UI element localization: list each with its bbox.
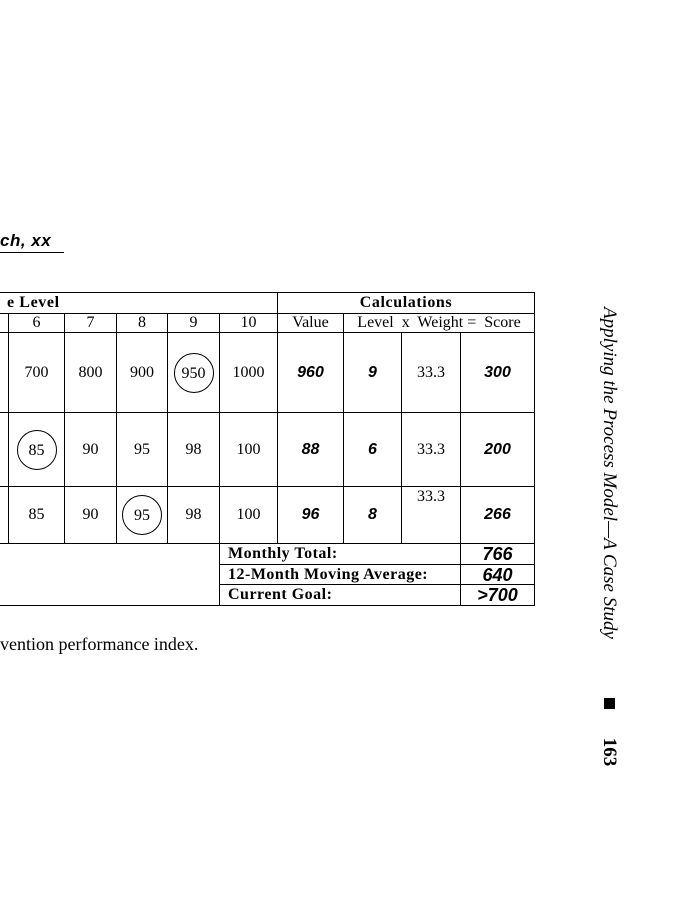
value-cell: 96 — [278, 487, 344, 544]
table-row — [0, 413, 535, 487]
table-row — [0, 487, 535, 544]
circled-level: 950 — [174, 353, 214, 393]
figure-caption: vention performance index. — [0, 634, 199, 654]
moving-average-value: 640 — [461, 565, 535, 585]
column-header-row — [0, 314, 535, 333]
level-cell: 800 — [65, 333, 117, 413]
circled-level: 95 — [122, 495, 162, 535]
weight-cell: 33.3 — [402, 487, 461, 544]
value-header: Value — [278, 314, 344, 333]
date-underline — [0, 252, 64, 253]
moving-average-label: 12-Month Moving Average: — [220, 565, 461, 585]
score-cell: 300 — [461, 333, 535, 413]
running-title-text: Applying the Process Model—A Case Study — [599, 307, 620, 639]
score-cell: 266 — [461, 487, 535, 544]
level-8-header: 8 — [117, 314, 168, 333]
value-cell: 88 — [278, 413, 344, 487]
weight-cell: 33.3 — [402, 333, 461, 413]
level-cell — [117, 487, 168, 544]
level-weight-score-header: Level x Weight = Score — [344, 314, 535, 333]
level-cell: 100 — [220, 487, 278, 544]
performance-level-header: e Level — [0, 293, 278, 314]
monthly-total-value: 766 — [461, 544, 535, 565]
level-cell: 1000 — [220, 333, 278, 413]
level-cell: 98 — [168, 413, 220, 487]
level-6-header: 6 — [9, 314, 65, 333]
level-7-header: 7 — [65, 314, 117, 333]
level-cell: 95 — [117, 413, 168, 487]
level-cell: 90 — [65, 413, 117, 487]
level-result-cell: 8 — [344, 487, 402, 544]
score-cell: 200 — [461, 413, 535, 487]
level-cell: 90 — [65, 487, 117, 544]
level-cell: 98 — [168, 487, 220, 544]
monthly-total-label: Monthly Total: — [220, 544, 461, 565]
level-result-cell: 9 — [344, 333, 402, 413]
calculations-header: Calculations — [278, 293, 535, 314]
weight-cell: 33.3 — [402, 413, 461, 487]
summary-blank-area — [0, 544, 220, 606]
level-result-cell: 6 — [344, 413, 402, 487]
level-cell: 100 — [220, 413, 278, 487]
partial-cell — [0, 487, 9, 544]
group-header-row — [0, 293, 535, 314]
level-cell: 700 — [9, 333, 65, 413]
current-goal-value: >700 — [461, 585, 535, 606]
level-9-header: 9 — [168, 314, 220, 333]
current-goal-label: Current Goal: — [220, 585, 461, 606]
circled-level: 85 — [17, 430, 57, 470]
level-cell — [9, 413, 65, 487]
partial-cell — [0, 333, 9, 413]
value-cell: 960 — [278, 333, 344, 413]
level-cell: 900 — [117, 333, 168, 413]
partial-cell — [0, 413, 9, 487]
level-cell — [168, 333, 220, 413]
report-date-handwritten: ch, xx — [0, 231, 52, 250]
partial-column-header — [0, 314, 9, 333]
table-row — [0, 333, 535, 413]
square-bullet-icon — [604, 698, 615, 709]
page-number-text: 163 — [599, 737, 620, 767]
level-cell: 85 — [9, 487, 65, 544]
summary-row-monthly-total — [0, 544, 535, 565]
level-10-header: 10 — [220, 314, 278, 333]
performance-matrix-table — [0, 292, 535, 606]
